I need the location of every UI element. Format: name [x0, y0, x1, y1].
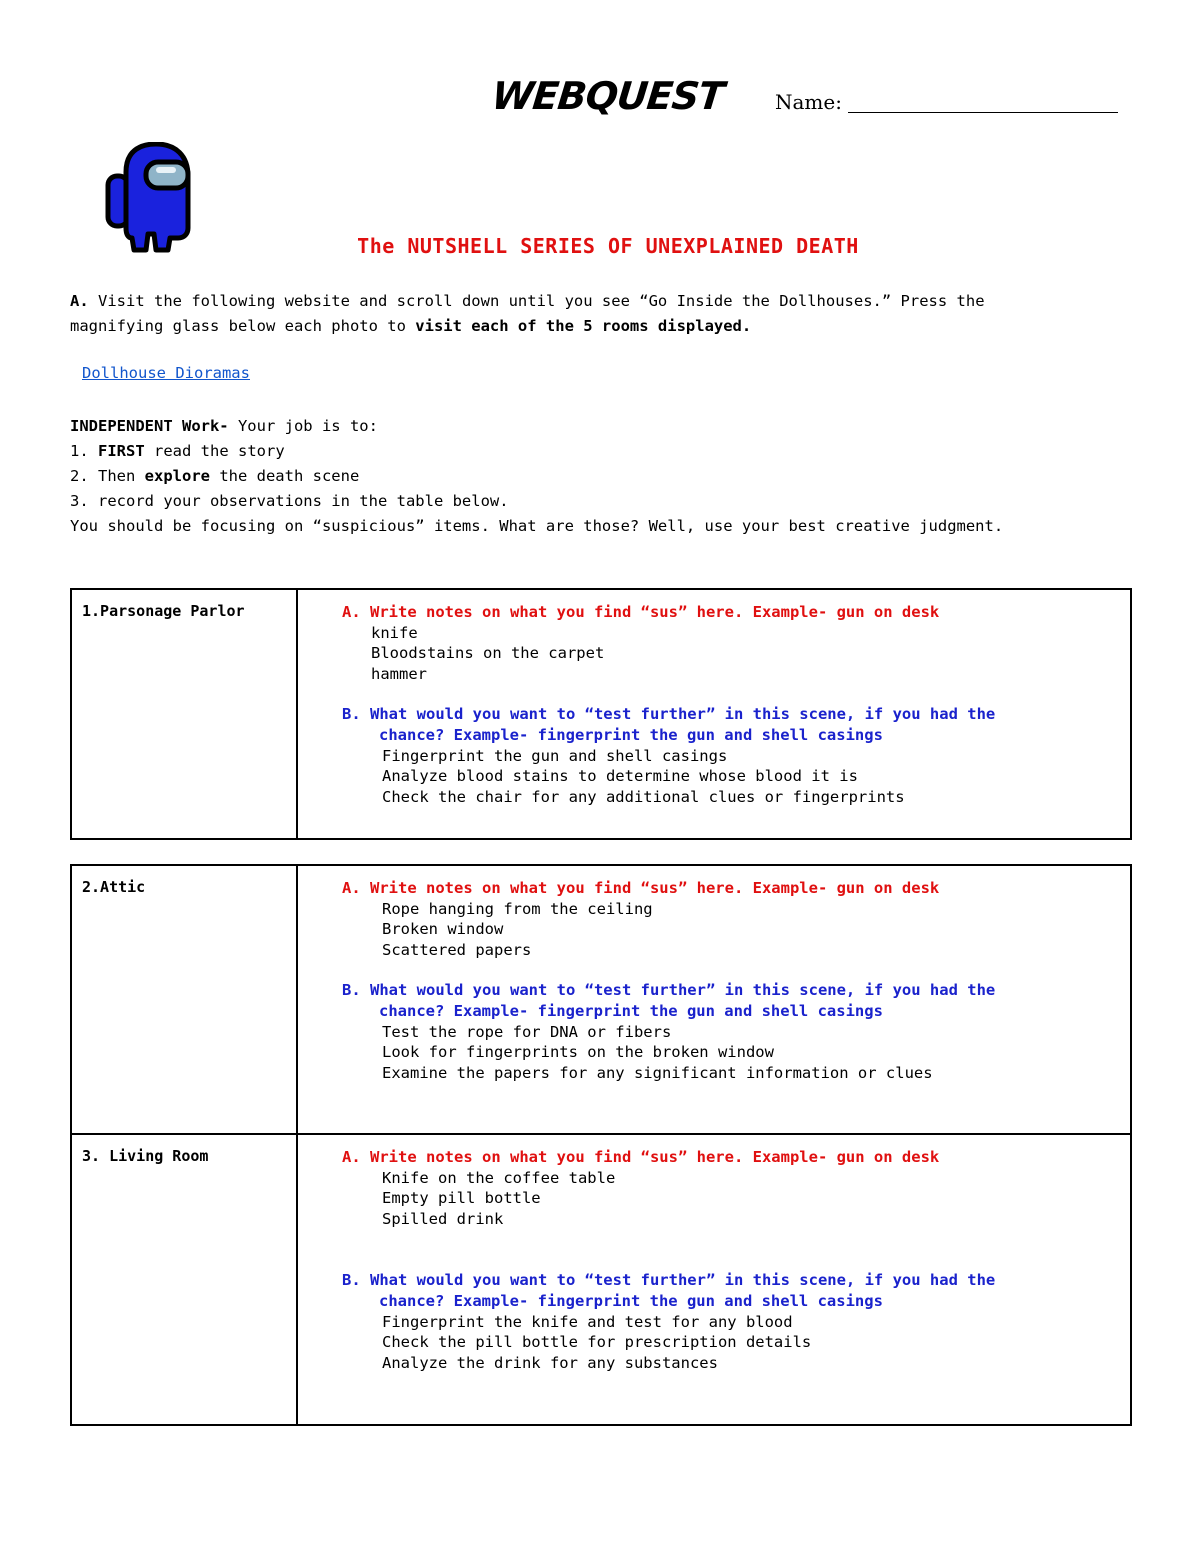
observation-table-2: [70, 864, 1132, 1426]
note-line: knife: [371, 623, 418, 642]
table-row: [71, 865, 1131, 1134]
room-name: 3. Living Room: [71, 1134, 297, 1425]
room-name: 2.Attic: [71, 865, 297, 1134]
observation-table-1: [70, 588, 1132, 840]
step1-text: read the story: [144, 442, 285, 460]
step2-text: the death scene: [209, 467, 360, 485]
step3-text: 3. record your observations in the table below.: [70, 492, 509, 510]
note-line: Bloodstains on the carpet: [371, 644, 605, 663]
intro-instructions: [70, 289, 985, 339]
note-line: Scattered papers: [382, 940, 532, 959]
work-label: INDEPENDENT Work-: [70, 417, 229, 435]
prompt-b: B. What would you want to “test further” in this scene, if you had the: [342, 705, 996, 724]
step2-bold: explore: [144, 467, 210, 485]
dollhouse-dioramas-link[interactable]: Dollhouse Dioramas: [82, 364, 250, 382]
prompt-a: A. Write notes on what you find “sus” here. Example- gun on desk: [342, 879, 940, 897]
room-notes-cell[interactable]: [297, 865, 1131, 1134]
name-label: Name:: [775, 90, 842, 114]
test-line: Analyze the drink for any substances: [382, 1353, 718, 1372]
prompt-b-line2: chance? Example- fingerprint the gun and shell casings: [379, 725, 883, 744]
test-line: Analyze blood stains to determine whose blood it is: [382, 767, 858, 786]
table-row: [71, 1134, 1131, 1425]
note-line: Rope hanging from the ceiling: [382, 899, 653, 918]
independent-work-instructions: [70, 414, 1003, 539]
worksheet-title: WEBQUEST: [489, 74, 726, 118]
room-notes-cell[interactable]: [297, 1134, 1131, 1425]
focus-text: You should be focusing on “suspicious” items. What are those? Well, use your best creative judgment.: [70, 517, 1004, 535]
prompt-b: B. What would you want to “test further” in this scene, if you had the: [342, 981, 996, 1000]
test-line: Check the chair for any additional clues or fingerprints: [382, 787, 905, 806]
room-notes-cell[interactable]: [297, 589, 1131, 839]
prompt-b-line2: chance? Example- fingerprint the gun and shell casings: [379, 1291, 883, 1310]
prompt-b-line2: chance? Example- fingerprint the gun and shell casings: [379, 1001, 883, 1020]
room-name: 1.Parsonage Parlor: [71, 589, 297, 839]
test-line: Check the pill bottle for prescription details: [382, 1333, 812, 1352]
test-line: Examine the papers for any significant information or clues: [382, 1063, 933, 1082]
intro-label: A.: [70, 292, 89, 310]
document-title: The NUTSHELL SERIES OF UNEXPLAINED DEATH: [357, 234, 859, 258]
work-label-rest: Your job is to:: [228, 417, 378, 435]
test-line: Look for fingerprints on the broken window: [382, 1043, 774, 1062]
name-field[interactable]: [848, 112, 1118, 113]
prompt-a: A. Write notes on what you find “sus” here. Example- gun on desk: [342, 1148, 940, 1166]
note-line: Knife on the coffee table: [382, 1168, 616, 1187]
note-line: hammer: [371, 664, 427, 683]
step1-bold: FIRST: [98, 442, 145, 460]
step1-prefix: 1.: [70, 442, 98, 460]
step2-prefix: 2. Then: [70, 467, 145, 485]
test-line: Test the rope for DNA or fibers: [382, 1022, 672, 1041]
test-line: Fingerprint the knife and test for any blood: [382, 1312, 793, 1331]
intro-text-line2: magnifying glass below each photo to: [70, 317, 416, 335]
note-line: Broken window: [382, 920, 504, 939]
note-line: Spilled drink: [382, 1209, 504, 1228]
test-line: Fingerprint the gun and shell casings: [382, 746, 728, 765]
prompt-a: A. Write notes on what you find “sus” here. Example- gun on desk: [342, 603, 940, 621]
intro-text-bold: visit each of the 5 rooms displayed.: [415, 317, 752, 335]
intro-text-line1: Visit the following website and scroll down until you see “Go Inside the Dollhouses.” Press the: [88, 292, 985, 310]
table-row: [71, 589, 1131, 839]
prompt-b: B. What would you want to “test further” in this scene, if you had the: [342, 1271, 996, 1290]
note-line: Empty pill bottle: [382, 1189, 541, 1208]
